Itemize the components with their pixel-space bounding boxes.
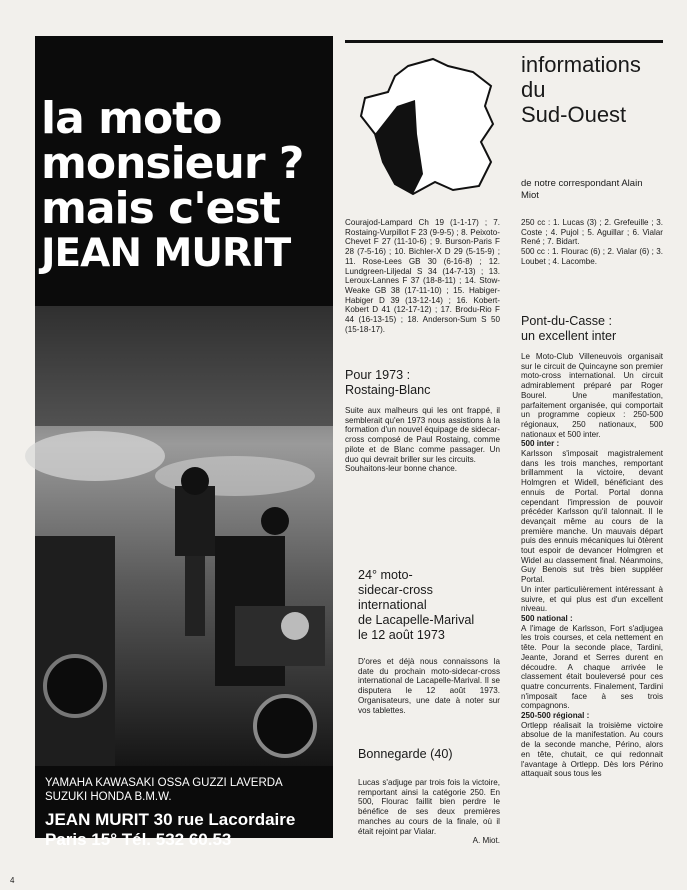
paragraph: Karlsson s'imposait magistralement dans les trois manches, remportant brillamment la victoire, devant Holmgren et Widell, bénéficiant des ennuis de Portal. Portal donna cependant l'impression de pouvoir précéder Karlsson qu'il talonnait. Il le devançait même au cours de la première manche. Un mauvais départ puis des ennuis mécaniques lui ôtèrent tout espoir de devancer Holmgren et Widel au classement final. Néanmoins, Guy Benois sut très bien suppléer Portal.	[521, 449, 663, 585]
paragraph: Souhaitons-leur bonne chance.	[345, 464, 458, 474]
ad-photo-motorcycles	[35, 306, 333, 766]
article-title-line: Pont-du-Casse :	[521, 314, 612, 328]
ad-brands	[45, 776, 283, 804]
race-results	[521, 218, 663, 267]
article-title-line: 24° moto-	[358, 568, 413, 582]
section-title-line: Sud-Ouest	[521, 102, 627, 127]
france-map-graphic	[353, 54, 513, 204]
paragraph: A l'image de Karlsson, Fort s'adjugea les trois courses, et cela nettement en tête. Pour la seconde place, Tardini, Jeante, Jorand et Serres durent en découdre. A chaque arrivée le classement était bouleversé pour ces quatre concurrents. Finalement, Tardini n'imposait face à ses trois compagnons.	[521, 623, 663, 711]
subheading: 250-500 régional :	[521, 711, 590, 721]
article-title	[345, 368, 430, 398]
article-title-line: sidecar-cross	[358, 583, 433, 597]
article-title-line: de Lacapelle-Marival	[358, 613, 475, 627]
paragraph: Le Moto-Club Villeneuvois organisait sur le circuit de Quincayne son premier moto-cross international. Un circuit admirablement préparé par Roger Bourel. Une manifestation, parfaitement organisée, qui comportait un programme copieux : 250-500 régionaux, 250 nationaux, 500 nationaux et 500 inter.	[521, 352, 663, 439]
article-body	[345, 406, 500, 474]
paragraph: Suite aux malheurs qui les ont frappé, il semblerait qu'en 1973 nous assistions à la formation d'un nouvel équipage de sidecar-cross composé de Paul Rostaing, comme pilote et de Blanc comme passager. Un duo qui devrait briller sur les circuits.	[345, 406, 500, 464]
results-line: 500 cc : 1. Flourac (6) ; 2. Vialar (6) ; 3. Loubet ; 4. Lacombe.	[521, 247, 663, 266]
ad-brands-line: YAMAHA KAWASAKI OSSA GUZZI LAVERDA	[45, 777, 283, 789]
article-title-line: Bonnegarde (40)	[358, 747, 453, 761]
top-rule	[345, 40, 663, 43]
article-body	[358, 778, 500, 846]
article-body	[521, 352, 663, 779]
ad-brands-line: SUZUKI HONDA B.M.W.	[45, 791, 172, 803]
ad-headline-line: JEAN MURIT	[41, 231, 291, 276]
results-text: Courajod-Lampard Ch 19 (1-1-17) ; 7. Rostaing-Vurpillot F 23 (9-9-5) ; 8. Peixoto-Chevet F 27 (11-10-6) ; 9. Burson-Paris F 28 (7-5-16) ; 10. Bichler-X D 29 (5-15-9) ; 11. Rose-Lees GB 30 (6-16-8) ; 12. Lundgreen-Liljedal S 34 (14-7-13) ; 13. Leroux-Lannes F 37 (18-8-11) ; 14. Stow-Weake GB 38 (17-11-10) ; 15. Habiger-Habiger D 39 (13-12-14) ; 16. Kobert-Kobert D 41 (12-17-12) ; 17. Brodu-Rio F 44 (16-13-15) ; 18. Anderson-Sum S 50 (15-18-17).	[345, 218, 500, 334]
section-title-line: informations	[521, 52, 641, 77]
paragraph: Un inter particulièrement intéressant à suivre, et qui plus est d'un excellent niveau.	[521, 584, 663, 614]
article-title-line: international	[358, 598, 427, 612]
ad-address	[45, 810, 295, 850]
section-title	[521, 52, 641, 127]
paragraph: Lucas s'adjuge par trois fois la victoire, remportant ainsi la catégorie 250. En 500, Flourac faillit bien perdre le bénéfice de ses deux premières manches au cours de la finale, où il était rejoint par Vialar.	[358, 778, 500, 836]
signature: A. Miot.	[472, 836, 500, 846]
ad-headline-line: la moto	[41, 93, 222, 144]
article-body	[358, 657, 500, 715]
page-number: 4	[10, 876, 15, 885]
ad-headline	[41, 93, 331, 276]
results-line: 250 cc : 1. Lucas (3) ; 2. Grefeuille ; 3. Coste ; 4. Pujol ; 5. Aguillar ; 6. Vialar René ; 7. Bidart.	[521, 218, 663, 247]
ad-address-line: Paris 15° Tél. 532 60.53	[45, 830, 232, 849]
article-title	[521, 314, 616, 344]
subheading: 500 national :	[521, 613, 573, 623]
section-title-line: du	[521, 77, 546, 102]
ad-headline-line: monsieur ?	[41, 138, 304, 189]
results-continuation	[345, 218, 500, 334]
subheading: 500 inter :	[521, 439, 560, 449]
article-title-line: le 12 août 1973	[358, 628, 445, 642]
article-title	[358, 568, 474, 643]
byline: de notre correspondant Alain Miot	[521, 178, 643, 201]
article-title-line: un excellent inter	[521, 329, 617, 343]
advertisement	[35, 36, 333, 849]
paragraph: D'ores et déjà nous connaissons la date du prochain moto-sidecar-cross international de Lacapelle-Marival. Il se disputera le 12 août 1973. Organisateurs, une date à noter sur vos tablettes.	[358, 657, 500, 715]
article-title	[358, 747, 453, 762]
paragraph: Ortlepp réalisait la troisième victoire absolue de la manifestation. Au cours de la seconde manche, Périno, alors en tête, chutait, ce qui redonnait l'avantage à Ortlepp. Dès lors Périno attaquait sous tous les	[521, 720, 663, 779]
article-title-line: Pour 1973 :	[345, 368, 411, 382]
ad-address-line: JEAN MURIT 30 rue Lacordaire	[45, 810, 296, 829]
ad-headline-line: mais c'est	[41, 183, 280, 234]
article-title-line: Rostaing-Blanc	[345, 383, 431, 397]
